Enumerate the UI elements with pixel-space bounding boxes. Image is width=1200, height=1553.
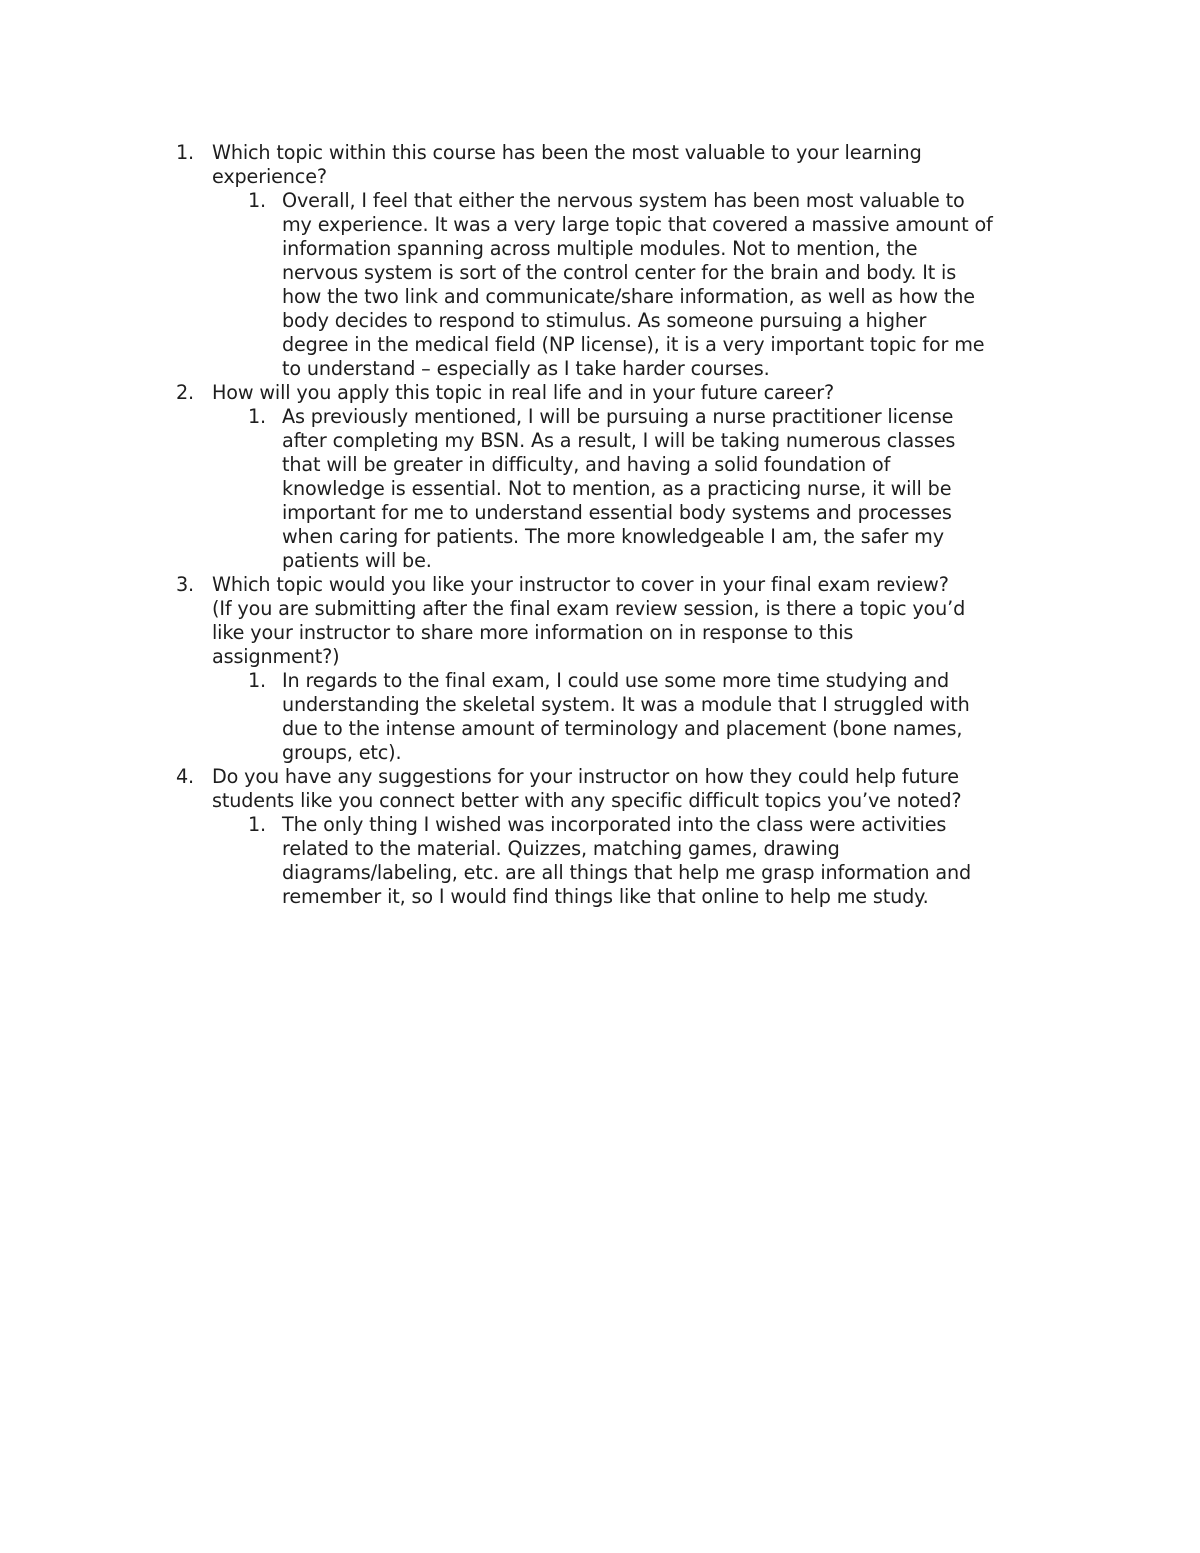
answer-number: 1.: [248, 189, 267, 212]
answer-item: [176, 669, 1076, 765]
question-item: [176, 573, 1076, 669]
question-number: 4.: [176, 765, 195, 788]
answer-text: The only thing I wished was incorporated into the class were activities related to the material. Quizzes, matching games, drawing diagrams/labeling, etc. are all things that help me grasp information and remember it, so I would find things like that online to help me study.: [282, 813, 972, 908]
question-number: 2.: [176, 381, 195, 404]
answer-number: 1.: [248, 669, 267, 692]
answer-number: 1.: [248, 405, 267, 428]
answer-text: In regards to the final exam, I could use some more time studying and understanding the skeletal system. It was a module that I struggled with due to the intense amount of terminology and placement (bone names, groups, etc).: [282, 669, 970, 764]
question-number: 3.: [176, 573, 195, 596]
answer-text: Overall, I feel that either the nervous system has been most valuable to my experience. It was a very large topic that covered a massive amount of information spanning across multiple modules. Not to mention, the nervous system is sort of the control center for the brain and body. It is how the two link and communicate/share information, as well as how the body decides to respond to stimulus. As someone pursuing a higher degree in the medical field (NP license), it is a very important topic for me to understand – especially as I take harder courses.: [282, 189, 993, 380]
question-text: How will you apply this topic in real life and in your future career?: [212, 381, 835, 404]
question-number: 1.: [176, 141, 195, 164]
question-text: Do you have any suggestions for your instructor on how they could help future students like you connect better with any specific difficult topics you’ve noted?: [212, 765, 962, 812]
question-item: [176, 141, 1076, 189]
question-text: Which topic within this course has been the most valuable to your learning experience?: [212, 141, 922, 188]
answer-item: [176, 405, 1076, 573]
question-text: Which topic would you like your instructor to cover in your final exam review? (If you are submitting after the final exam review session, is there a topic you’d like your instructor to share more information on in response to this assignment?): [212, 573, 966, 668]
answer-item: [176, 813, 1076, 909]
question-item: [176, 381, 1076, 405]
answer-item: [176, 189, 1076, 381]
question-item: [176, 765, 1076, 813]
answer-number: 1.: [248, 813, 267, 836]
question-list: [176, 141, 1076, 909]
answer-text: As previously mentioned, I will be pursuing a nurse practitioner license after completing my BSN. As a result, I will be taking numerous classes that will be greater in difficulty, and having a solid foundation of knowledge is essential. Not to mention, as a practicing nurse, it will be important for me to understand essential body systems and processes when caring for patients. The more knowledgeable I am, the safer my patients will be.: [282, 405, 956, 572]
